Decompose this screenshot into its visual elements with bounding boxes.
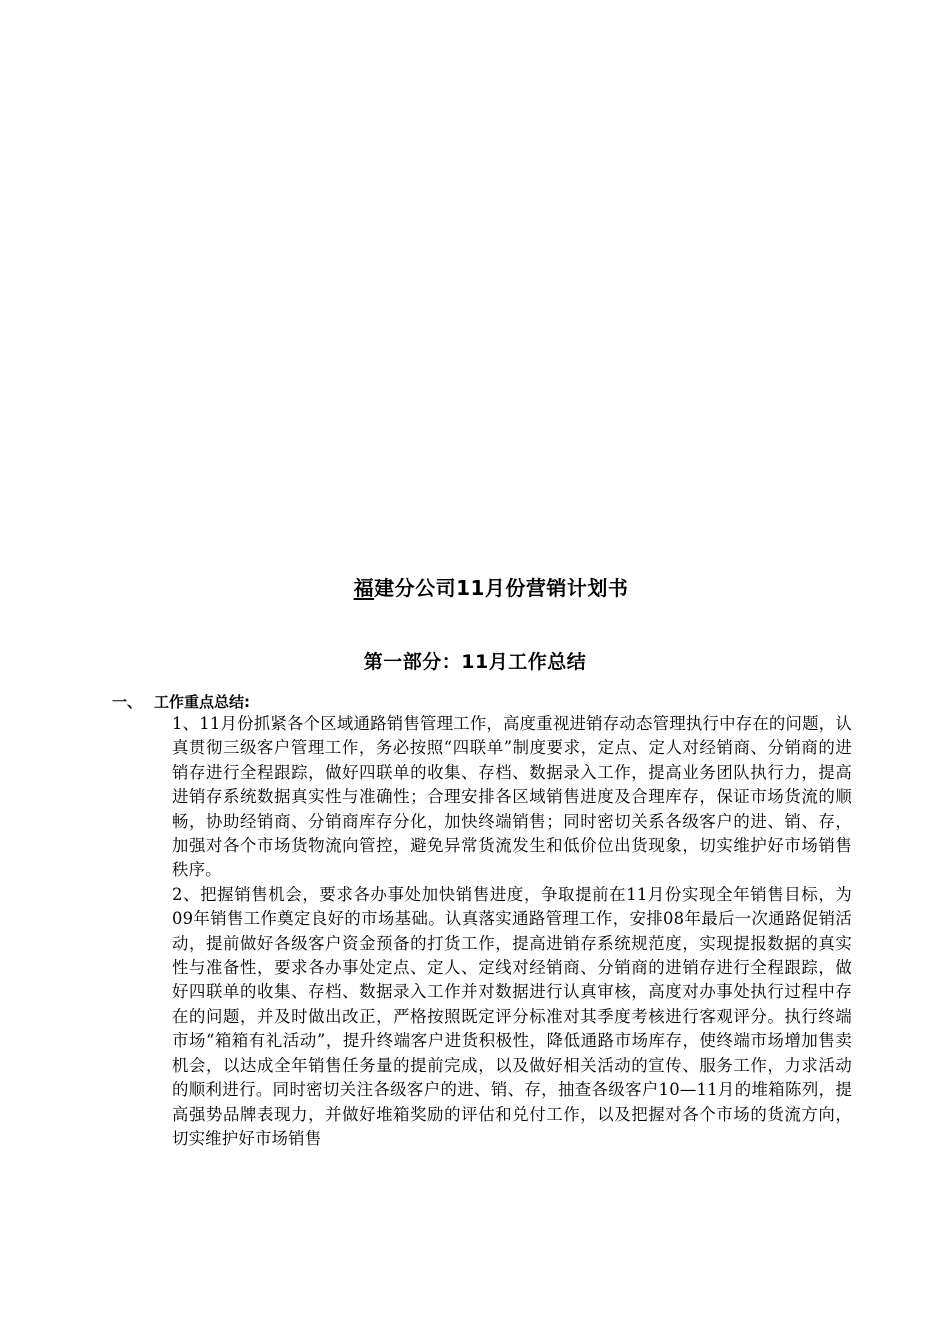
subheading-label: 工作重点总结: [154,693,250,711]
title-text: 建分公司11月份营销计划书 [374,576,629,600]
section-title: 第一部分：11月工作总结 [363,651,587,673]
subheading [112,690,250,714]
title-underlined-char: 福 [353,576,375,600]
subheading-number: 一、 [112,693,143,711]
body-text [172,712,852,1151]
paragraph-2: 2、把握销售机会，要求各办事处加快销售进度，争取提前在11月份实现全年销售目标，为09年销售工作奠定良好的市场基础。认真落实通路管理工作，安排08年最后一次通路促销活动，提前做好各级客户资金预备的打货工作，提高进销存系统规范度，实现提报数据的真实性与准备性，要求各办事处定点、定人、定线对经销商、分销商的进销存进行全程跟踪，做好四联单的收集、存档、数据录入工作并对数据进行认真审核，高度对办事处执行过程中存在的问题，并及时做出改正，严格按照既定评分标准对其季度考核进行客观评分。执行终端市场“箱箱有礼活动”，提升终端客户进货积极性，降低通路市场库存，使终端市场增加售卖机会，以达成全年销售任务量的提前完成，以及做好相关活动的宣传、服务工作，力求活动的顺利进行。同时密切关注各级客户的进、销、存，抽查各级客户10—11月的堆箱陈列，提高强势品牌表现力，并做好堆箱奖励的评估和兑付工作，以及把握对各个市场的货流方向，切实维护好市场销售 [172,884,852,1148]
document-title [0,574,950,602]
paragraph-1: 1、11月份抓紧各个区域通路销售管理工作，高度重视进销存动态管理执行中存在的问题，认真贯彻三级客户管理工作，务必按照“四联单”制度要求，定点、定人对经销商、分销商的进销存进行全程跟踪，做好四联单的收集、存档、数据录入工作，提高业务团队执行力，提高进销存系统数据真实性与准确性；合理安排各区域销售进度及合理库存，保证市场货流的顺畅，协助经销商、分销商库存分化，加快终端销售；同时密切关系各级客户的进、销、存，加强对各个市场货物流向管控，避免异常货流发生和低价位出货现象，切实维护好市场销售秩序。 [172,714,852,880]
